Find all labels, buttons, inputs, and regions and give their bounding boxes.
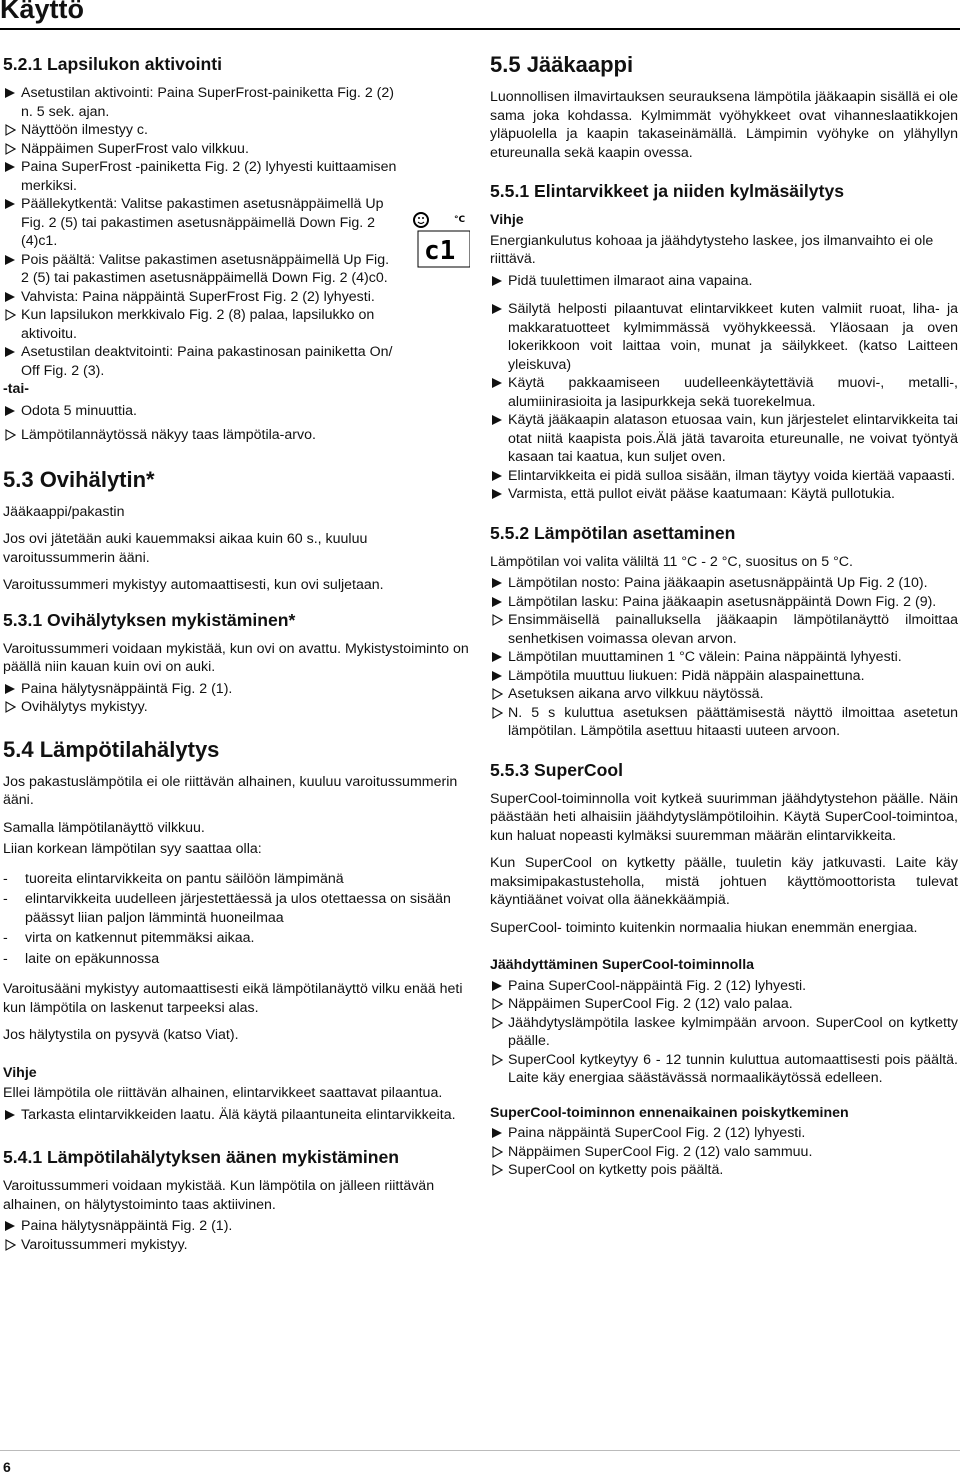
list-item [490,1124,958,1143]
paragraph: Lämpötilan voi valita väliltä 11 °C - 2 °C, suositus on 5 °C. [490,553,853,570]
result-triangle-icon [492,1146,503,1157]
action-arrow-icon [5,162,15,172]
list-item [490,374,958,411]
list-item-text: Lämpötilan lasku: Paina jääkaapin asetusnäppäintä Down Fig. 2 (9). [508,593,937,610]
causes-list [3,870,469,969]
ventilation-tip [490,272,958,291]
action-arrow-icon [5,1221,15,1231]
list-item-text: SuperCool on kytketty pois päältä. [508,1162,724,1178]
list-item-text: Asetuksen aikana arvo vilkkuu näytössä. [508,686,764,702]
list-item-text: Odota 5 minuuttia. [21,402,137,419]
list-item [490,648,958,667]
section-heading-5-3: 5.3 Ovihälytin* [3,466,155,492]
action-arrow-icon [492,304,502,314]
list-item-text: Pois päältä: Valitse pakastimen asetusnäppäimellä Up Fig. 2 (5) tai pakastimen asetusnäppäimellä Down Fig. 2 (4)c0. [21,251,390,286]
dash-item [3,929,469,948]
list-item-text: Ovihälytys mykistyy. [21,699,148,715]
action-arrow-icon [492,415,502,425]
list-item [490,611,958,648]
list-item [490,467,958,486]
action-arrow-icon [492,981,502,991]
list-item [3,343,399,380]
supercool-off-steps [490,1124,958,1180]
display-illustration [408,162,470,270]
storage-steps [490,300,958,504]
list-item-text: Varmista, että pullot eivät pääse kaatumaan: Käytä pullotukia. [508,486,895,502]
action-arrow-icon [5,347,15,357]
result-triangle-icon [492,998,503,1009]
list-item-text: Paina hälytysnäppäintä Fig. 2 (1). [21,1218,233,1234]
section-heading-5-5-1: 5.5.1 Elintarvikkeet ja niiden kylmäsäilytys [490,181,845,201]
footer-rule [0,1450,960,1451]
supercool-on-steps [490,977,958,1088]
result-triangle-icon [492,1164,503,1175]
result-triangle-icon [5,143,16,154]
childlock-display-icon [408,162,470,270]
subheading-supercool-off: SuperCool-toiminnon ennenaikainen poiskytkeminen [490,1104,849,1121]
list-item [490,593,958,612]
list-item [3,1217,469,1236]
list-item-text: Paina SuperFrost -painiketta Fig. 2 (2) lyhyesti kuittaamisen merkiksi. [21,159,397,194]
right-column [490,48,958,1180]
action-arrow-icon [5,406,15,416]
list-item [490,485,958,504]
paragraph: Varoitussummeri mykistyy automaattisesti, kun ovi suljetaan. [3,577,384,593]
list-item-text: Pidä tuulettimen ilmaraot aina vapaina. [508,272,753,289]
list-item-text: Näppäimen SuperCool Fig. 2 (12) valo sammuu. [508,1143,813,1160]
result-triangle-icon [5,1239,16,1250]
paragraph: Liian korkean lämpötilan syy saattaa olla: [3,841,262,857]
section-heading-5-4: 5.4 Lämpötilahälytys [3,736,220,762]
tip-text: Ellei lämpötila ole riittävän alhainen, elintarvikkeet saattavat pilaantua. [3,1085,443,1101]
paragraph: Kun SuperCool on kytketty päälle, tuuletin käy jatkuvasti. Laite käy maksimipakastusteholla, mistä johtuen käyttömoottorista tulevat käyntiäänet voivat olla äänekkäämpiä. [490,855,958,908]
list-item [3,1106,469,1125]
left-column [3,48,469,1254]
result-triangle-icon [492,1054,503,1065]
list-item-text: Paina hälytysnäppäintä Fig. 2 (1). [21,680,233,697]
list-item-text: Asetustilan aktivointi: Paina SuperFrost-painiketta Fig. 2 (2) n. 5 sek. ajan. [21,85,394,120]
section-heading-5-3-1: 5.3.1 Ovihälytyksen mykistäminen* [3,609,296,630]
result-triangle-icon [492,614,503,625]
action-arrow-icon [5,255,15,265]
list-item [490,1014,958,1051]
list-item [3,195,399,251]
dash-item-text: laite on epäkunnossa [25,950,160,967]
list-item [490,1051,958,1088]
page-header [0,0,960,30]
list-item-text: Ensimmäisellä painalluksella jääkaapin lämpötilanäyttö ilmoittaa senhetkisen voimassa olevan arvon. [508,612,958,647]
list-item [490,1161,958,1180]
list-item-text: Käytä pakkaamiseen uudelleenkäytettäviä muovi-, metalli-, alumiinirasioita ja lasipurkkeja sekä tuorekelmua. [508,375,958,410]
dash-item [3,950,469,969]
dash-marker: - [3,930,8,946]
list-item [3,402,469,421]
list-item-text: Lämpötilan muuttaminen 1 °C välein: Paina näppäintä lyhyesti. [508,649,902,665]
list-item [3,288,399,307]
list-item-text: N. 5 s kuluttua asetuksen päättämisestä näyttö ilmoittaa asetetun lämpötilan. Lämpötila asettuu hitaasti uuteen arvoon. [508,704,958,739]
childlock-steps [3,84,469,380]
list-item-text: Lämpötila muuttuu liukuen: Pidä näppäin alaspainettuna. [508,667,865,684]
list-item [3,698,469,717]
list-item [3,140,399,159]
list-item [3,306,399,343]
list-item-text: Vahvista: Paina näppäintä SuperFrost Fig. 2 (2) lyhyesti. [21,288,375,305]
childlock-wait [3,402,469,421]
section-heading-5-5-3: 5.5.3 SuperCool [490,759,623,780]
section-heading-5-2-1: 5.2.1 Lapsilukon aktivointi [3,54,223,74]
display-value: c1 [424,236,456,266]
door-alarm-steps [3,680,469,717]
list-item-text: Paina SuperCool-näppäintä Fig. 2 (12) lyhyesti. [508,977,807,994]
paragraph: SuperCool-toiminnolla voit kytkeä suurimman jäähdytystehon päälle. Näin päästään heti alhaisiin jäähdytyslämpötiloihin. Käytä SuperCool-toimintoa, kun haluat nopeasti kylmäksi suuremman määrän elintarvikkeita. [490,790,958,844]
subheading-supercool-on: Jäähdyttäminen SuperCool-toiminnolla [490,957,755,973]
list-item-text: SuperCool kytkeytyy 6 - 12 tunnin kuluttua automaattisesti pois päältä. Laite käy energiaa säästävässä normaalikäytössä edelleen. [508,1051,958,1086]
dash-marker: - [3,950,8,967]
paragraph: Varoitusääni mykistyy automaattisesti eikä lämpötilanäyttö vilku enää heti kun lämpötila on laskenut tarpeeksi alas. [3,981,463,1016]
section-heading-5-4-1: 5.4.1 Lämpötilahälytyksen äänen mykistäminen [3,1147,400,1167]
tip-text: Energiankulutus kohoaa ja jäähdytysteho laskee, jos ilmanvaihto ei ole riittävä. [490,232,934,267]
list-item [3,680,469,699]
section-heading-5-5: 5.5 Jääkaappi [490,52,634,77]
list-item-text: Näppäimen SuperFrost valo vilkkuu. [21,140,249,157]
list-item [490,995,958,1014]
dash-item [3,890,469,927]
list-item-text: Näppäimen SuperCool Fig. 2 (12) valo palaa. [508,996,793,1012]
tip-title: Vihje [490,212,524,228]
action-arrow-icon [492,378,502,388]
paragraph: Jos hälytystila on pysyvä (katso Viat). [3,1027,239,1043]
paragraph: Samalla lämpötilanäyttö vilkkuu. [3,819,205,836]
temperature-steps [490,574,958,741]
temp-alarm-steps [3,1217,469,1254]
list-item [490,272,958,291]
action-arrow-icon [492,578,502,588]
list-item-text: Tarkasta elintarvikkeiden laatu. Älä käytä pilaantuneita elintarvikkeita. [21,1106,456,1123]
action-arrow-icon [492,471,502,481]
result-triangle-icon [492,688,503,699]
action-arrow-icon [5,199,15,209]
list-item-text: Näyttöön ilmestyy ᴄ. [21,122,148,138]
action-arrow-icon [5,292,15,302]
action-arrow-icon [492,489,502,499]
page-number: 6 [3,1459,11,1475]
list-item [490,977,958,996]
section-heading-5-5-2: 5.5.2 Lämpötilan asettaminen [490,522,736,543]
childlock-result [3,426,469,445]
list-item [3,121,399,140]
paragraph: Luonnollisen ilmavirtauksen seurauksena lämpötila jääkaapin sisällä ei ole sama joka kohdassa. Kylmimmät vyöhykkeet ovat vihanneslaatikkojen yläpuolella ja kaapin takaseinämällä. Lämpimin vyöhyke on ylähyllyn etureunalla sekä kaapin ovessa. [490,89,958,161]
dash-marker: - [3,870,8,887]
list-item-text: Jäähdytyslämpötila laskee kylmimpään arvoon. SuperCool on kytketty päälle. [508,1014,958,1049]
list-item [490,411,958,467]
list-item [3,251,399,288]
dash-item-text: tuoreita elintarvikkeita on pantu säilöön lämpimänä [25,870,344,887]
paragraph: Varoitussummeri voidaan mykistää. Kun lämpötila on jälleen riittävän alhainen, on hälytystoiminto taas aktiivinen. [3,1178,435,1213]
list-item-text: Käytä jääkaapin alatason etuosaa vain, kun järjestelet elintarvikkeita tai otat niitä kaapista pois.Älä jätä tavaroita etureunalle, ne voivat työntyä kasaan tai kaatua, kun suljet oven. [508,412,958,465]
action-arrow-icon [492,1128,502,1138]
list-item-text: Päällekytkentä: Valitse pakastimen asetusnäppäimellä Up Fig. 2 (5) tai pakastimen asetusnäppäimellä Down Fig. 2 (4)c1. [21,196,384,249]
dash-item-text: elintarvikkeita uudelleen järjestettäessä ja ulos otettaessa on sisään päässyt liian paljon lämmintä huoneilmaa [25,891,451,926]
tip-steps [3,1106,469,1125]
dash-item [3,870,469,889]
list-item-text: Lämpötilannäytössä näkyy taas lämpötila-arvo. [21,427,316,443]
dash-item-text: virta on katkennut pitemmäksi aikaa. [25,930,255,946]
list-item [490,667,958,686]
list-item-text: Varoitussummeri mykistyy. [21,1236,188,1253]
paragraph: Varoitussummeri voidaan mykistää, kun ovi on avattu. Mykistystoiminto on päällä niin kauan kuin ovi on auki. [3,640,469,675]
dash-marker: - [3,891,8,907]
list-item [490,1143,958,1162]
list-item-text: Elintarvikkeita ei pidä sulloa sisään, ilman täytyy voida kiertää vapaasti. [508,467,956,484]
action-arrow-icon [492,652,502,662]
result-triangle-icon [5,309,16,320]
result-triangle-icon [5,429,16,440]
paragraph: Jos pakastuslämpötila ei ole riittävän alhainen, kuuluu varoitussummerin ääni. [3,773,458,808]
action-arrow-icon [492,671,502,681]
tip-title: Vihje [3,1064,37,1081]
list-item-text: Kun lapsilukon merkkivalo Fig. 2 (8) palaa, lapsilukko on aktivoitu. [21,307,375,342]
list-item [3,1236,469,1255]
list-item-text: Säilytä helposti pilaantuvat elintarvikkeet kuten valmiit ruoat, liha- ja makkaratuotteet kylmimmässä vyöhykkeessä. Yläosaan ja oven lokerikkoon voit laittaa voin, munat ja säilykkeet. (katso Laitteen yleiskuva) [508,301,958,373]
action-arrow-icon [5,88,15,98]
header-rule [0,28,960,30]
result-triangle-icon [492,707,503,718]
list-item-text: Asetustilan deaktvitointi: Paina pakastinosan painiketta On/ Off Fig. 2 (3). [21,344,393,379]
paragraph: Jos ovi jätetään auki kauemmaksi aikaa kuin 60 s., kuuluu varoitussummerin ääni. [3,531,368,566]
unit-label: °C [454,215,466,225]
action-arrow-icon [492,276,502,286]
result-triangle-icon [5,124,16,135]
list-item [490,574,958,593]
list-item [3,158,399,195]
paragraph: Jääkaappi/pakastin [3,503,125,520]
list-item [3,426,469,445]
list-item-text: Lämpötilan nosto: Paina jääkaapin asetusnäppäintä Up Fig. 2 (10). [508,575,928,591]
list-item-text: Paina näppäintä SuperCool Fig. 2 (12) lyhyesti. [508,1125,806,1141]
list-item [490,300,958,374]
list-item [490,685,958,704]
or-separator: -tai- [3,381,30,397]
action-arrow-icon [5,1110,15,1120]
paragraph: SuperCool- toiminto kuitenkin normaalia hiukan enemmän energiaa. [490,919,918,936]
page-title: Käyttö [0,0,85,24]
result-triangle-icon [492,1017,503,1028]
action-arrow-icon [5,684,15,694]
result-triangle-icon [5,701,16,712]
list-item [3,84,399,121]
action-arrow-icon [492,597,502,607]
list-item [490,704,958,741]
